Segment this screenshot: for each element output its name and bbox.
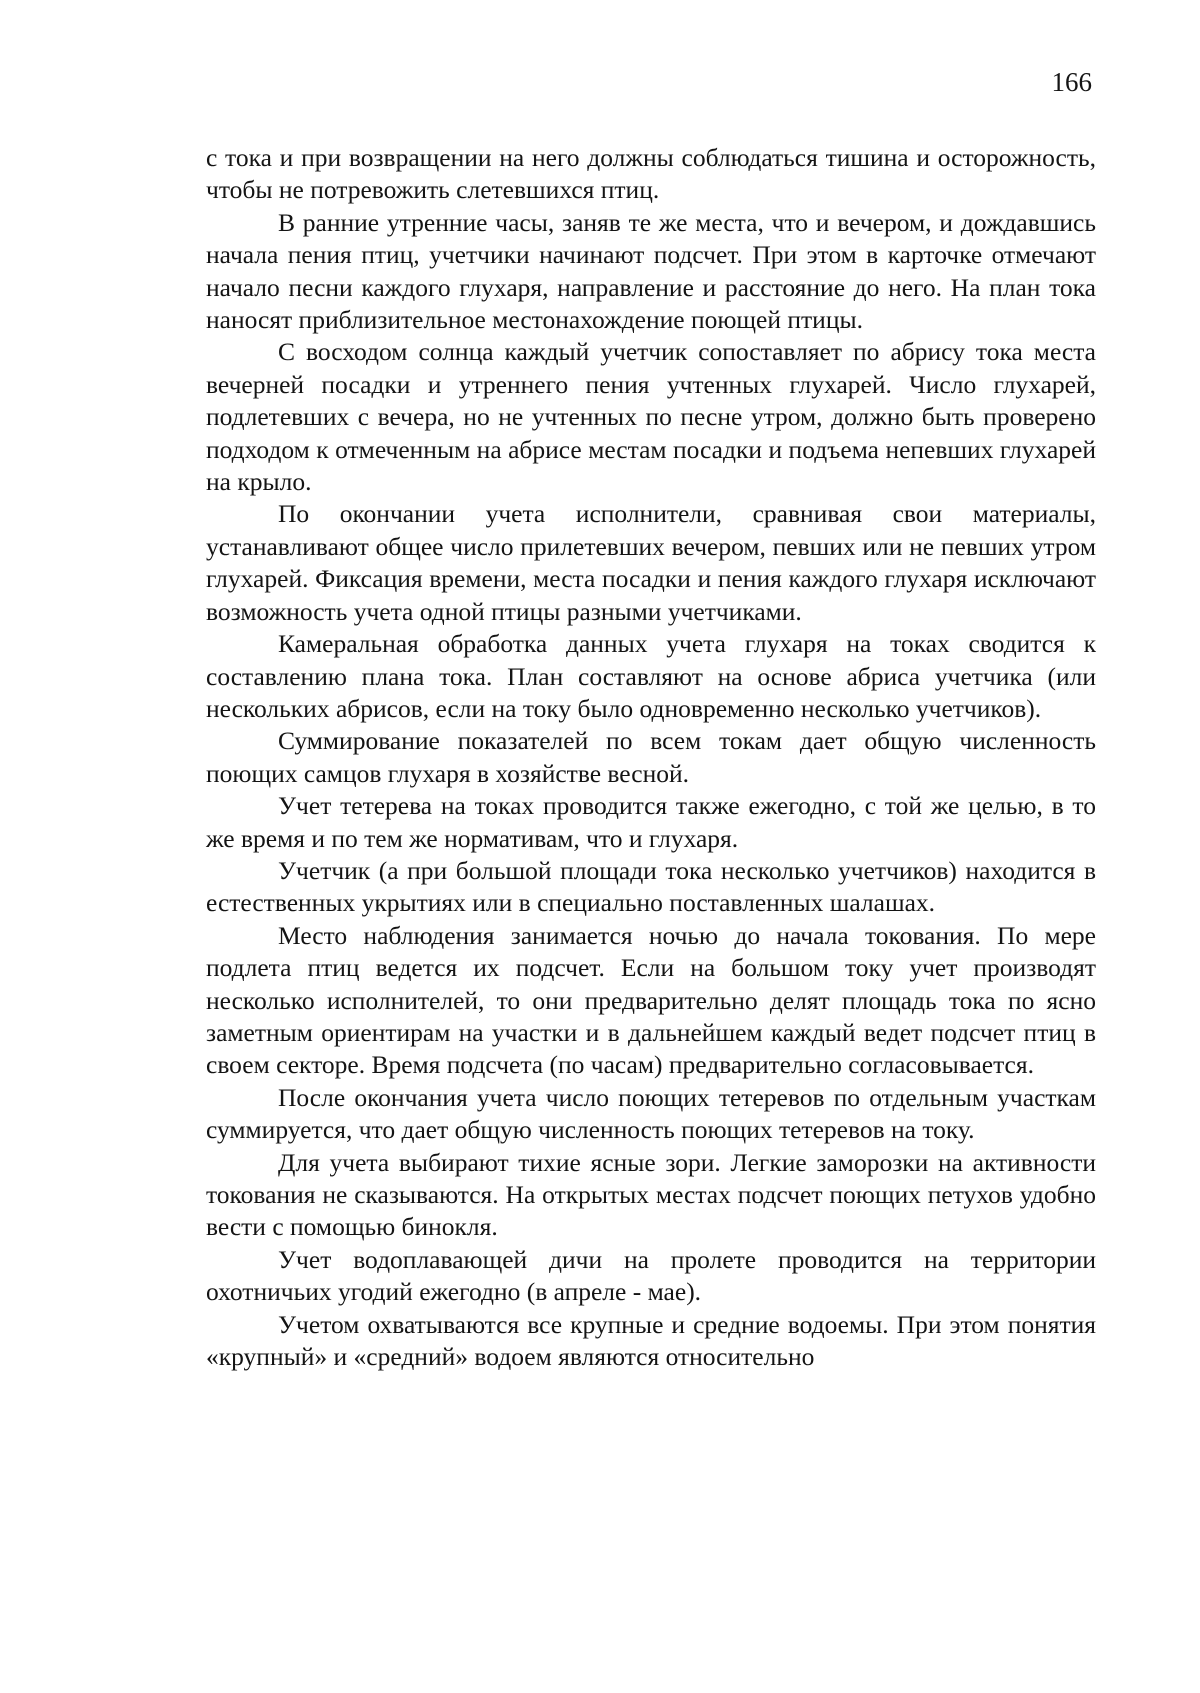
paragraph: Учет тетерева на токах проводится также ежегодно, с той же целью, в то же время и по тем же нормативам, что и глухаря. bbox=[206, 791, 1096, 853]
body-text bbox=[206, 142, 1096, 1373]
paragraph: По окончании учета исполнители, сравнивая свои материалы, устанавливают общее число прилетевших вечером, певших или не певших утром глухарей. Фиксация времени, места посадки и пения каждого глухаря исключают возможность учета одной птицы разными учетчиками. bbox=[206, 499, 1096, 626]
paragraph: С восходом солнца каждый учетчик сопоставляет по абрису тока места вечерней посадки и утреннего пения учтенных глухарей. Число глухарей, подлетевших с вечера, но не учтенных по песне утром, должно быть проверено подходом к отмеченным на абрисе местам посадки и подъема непевших глухарей на крыло. bbox=[206, 337, 1096, 497]
paragraph: Камеральная обработка данных учета глухаря на токах сводится к составлению плана тока. План составляют на основе абриса учетчика (или нескольких абрисов, если на току было одновременно несколько учетчиков). bbox=[206, 629, 1096, 723]
paragraph: После окончания учета число поющих тетеревов по отдельным участкам суммируется, что дает общую численность поющих тетеревов на току. bbox=[206, 1082, 1096, 1145]
paragraph: Для учета выбирают тихие ясные зори. Легкие заморозки на активности токования не сказываются. На открытых местах подсчет поющих петухов удобно вести с помощью бинокля. bbox=[206, 1147, 1096, 1242]
paragraph: Суммирование показателей по всем токам дает общую численность поющих самцов глухаря в хозяйстве весной. bbox=[206, 726, 1096, 788]
paragraph: Учетом охватываются все крупные и средние водоемы. При этом понятия «крупный» и «средний» водоем являются относительно bbox=[206, 1309, 1096, 1372]
paragraph: Место наблюдения занимается ночью до начала токования. По мере подлета птиц ведется их подсчет. Если на большом току учет производят несколько исполнителей, то они предварительно делят площадь тока по ясно заметным ориентирам на участки и в дальнейшем каждый ведет подсчет птиц в своем секторе. Время подсчета (по часам) предварительно согласовывается. bbox=[206, 920, 1096, 1080]
paragraph: В ранние утренние часы, заняв те же места, что и вечером, и дождавшись начала пения птиц, учетчики начинают подсчет. При этом в карточке отмечают начало песни каждого глухаря, направление и расстояние до него. На план тока наносят приблизительное местонахождение поющей птицы. bbox=[206, 207, 1096, 335]
paragraph: Учетчик (а при большой площади тока несколько учетчиков) находится в естественных укрытиях или в специально поставленных шалашах. bbox=[206, 855, 1096, 918]
paragraph: Учет водоплавающей дичи на пролете проводится на территории охотничьих угодий ежегодно (в апреле - мае). bbox=[206, 1244, 1096, 1307]
paragraph: с тока и при возвращении на него должны соблюдаться тишина и осторожность, чтобы не потревожить слетевшихся птиц. bbox=[206, 143, 1096, 205]
page-number: 166 bbox=[1051, 67, 1092, 97]
